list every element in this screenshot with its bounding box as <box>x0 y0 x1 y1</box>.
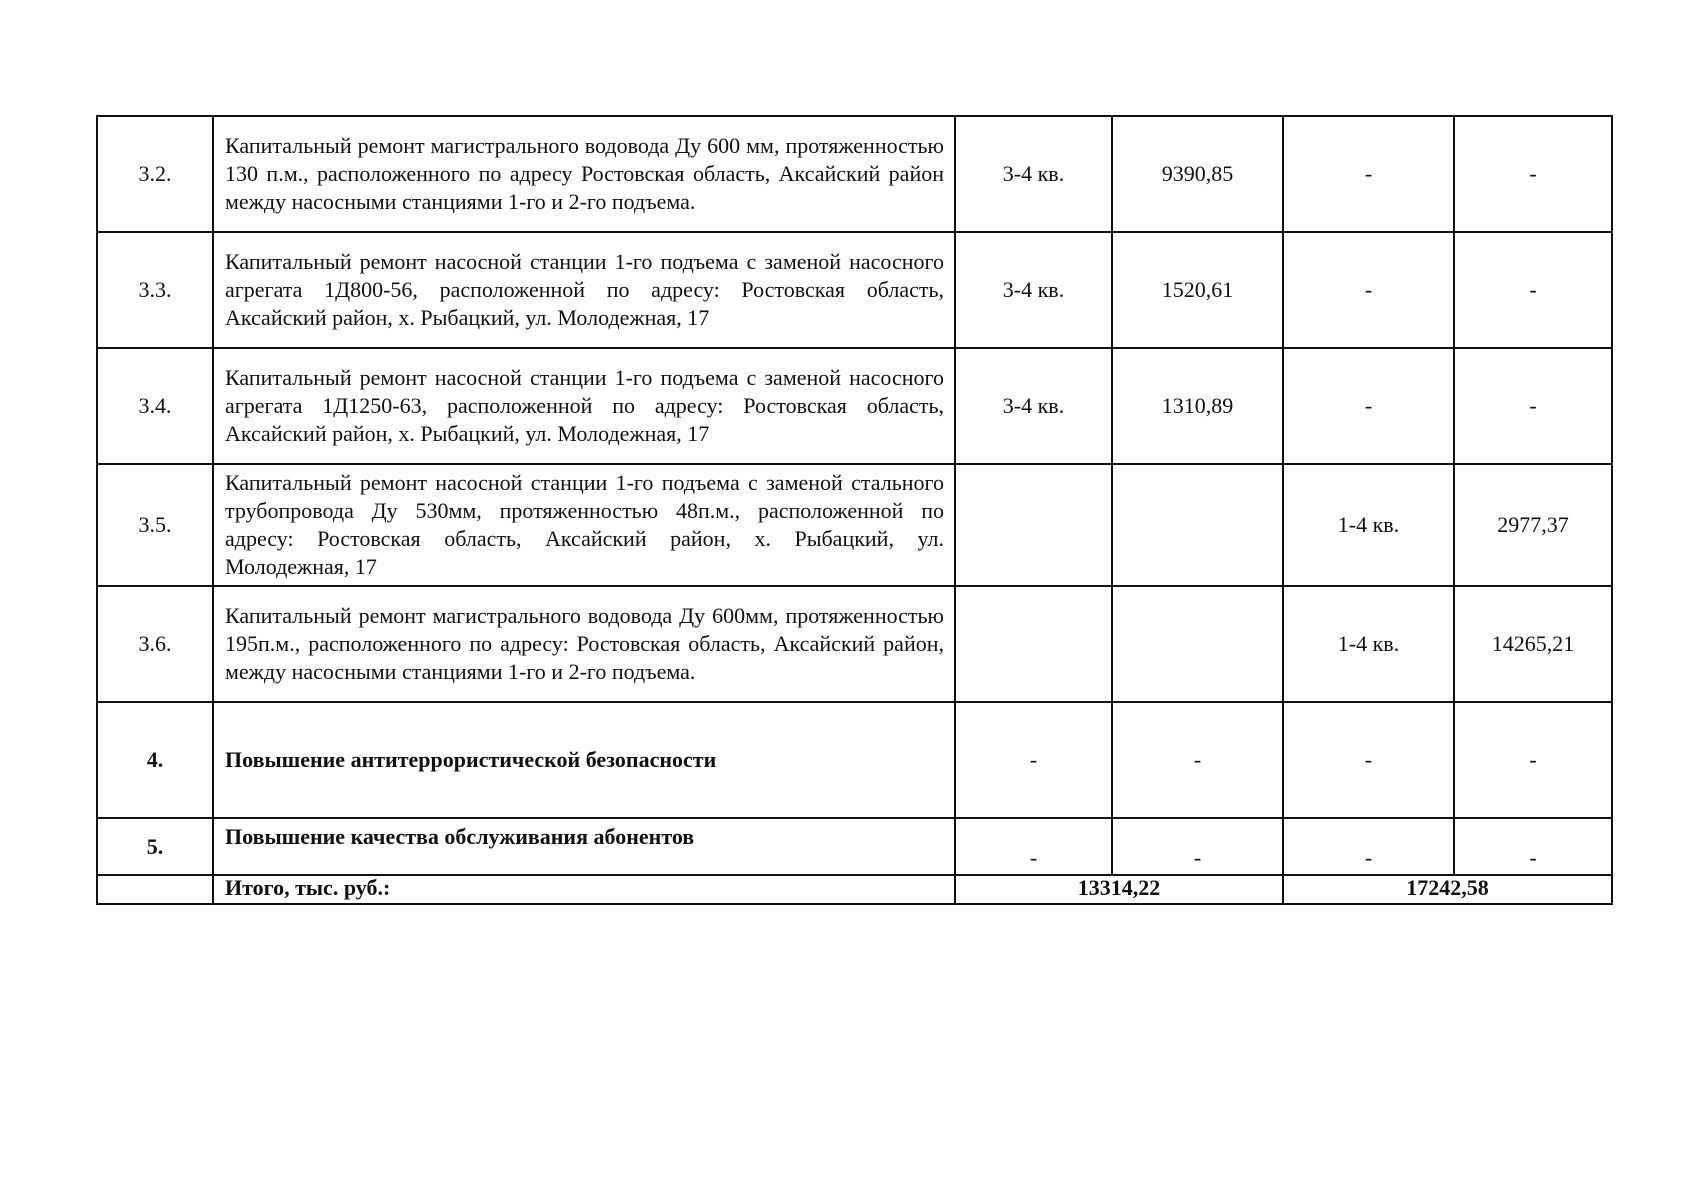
row-description: Капитальный ремонт насосной станции 1-го подъема с заменой насосного агрегата 1Д800-56, расположенной по адресу: Ростовская область, Аксайский район, х. Рыбацкий, ул. Молодежная, 17 <box>213 232 955 348</box>
row-cost-1 <box>1112 586 1283 702</box>
row-number: 3.3. <box>97 232 213 348</box>
row-number: 3.2. <box>97 116 213 232</box>
row-cost-2: - <box>1454 348 1612 464</box>
row-number: 4. <box>97 702 213 818</box>
row-period-2: - <box>1283 116 1454 232</box>
table-row <box>97 232 1612 348</box>
row-number: 3.5. <box>97 464 213 586</box>
row-period-1 <box>955 586 1112 702</box>
row-period-2: - <box>1283 348 1454 464</box>
row-period-1: 3-4 кв. <box>955 116 1112 232</box>
table-row <box>97 464 1612 586</box>
row-cost-1: - <box>1112 818 1283 875</box>
table-row <box>97 348 1612 464</box>
row-period-2: 1-4 кв. <box>1283 586 1454 702</box>
row-description: Капитальный ремонт насосной станции 1-го подъема с заменой стального трубопровода Ду 530мм, протяженностью 48п.м., расположенной по адресу: Ростовская область, Аксайский район, х. Рыбацкий, ул. Молодежная, 17 <box>213 464 955 586</box>
row-period-2: - <box>1283 702 1454 818</box>
row-period-1: 3-4 кв. <box>955 232 1112 348</box>
row-period-1 <box>955 464 1112 586</box>
row-period-1: 3-4 кв. <box>955 348 1112 464</box>
row-number: 3.4. <box>97 348 213 464</box>
row-period-1: - <box>955 702 1112 818</box>
total-row <box>97 875 1612 904</box>
table-row <box>97 116 1612 232</box>
total-sum-2: 17242,58 <box>1283 875 1612 904</box>
row-description: Повышение антитеррористической безопасности <box>213 702 955 818</box>
table-row <box>97 586 1612 702</box>
row-description: Повышение качества обслуживания абонентов <box>213 818 955 875</box>
row-cost-2: - <box>1454 702 1612 818</box>
row-period-2: - <box>1283 232 1454 348</box>
row-cost-2: - <box>1454 116 1612 232</box>
row-cost-2: - <box>1454 232 1612 348</box>
row-cost-2: 2977,37 <box>1454 464 1612 586</box>
row-description: Капитальный ремонт магистрального водовода Ду 600 мм, протяженностью 130 п.м., расположенного по адресу Ростовская область, Аксайский район между насосными станциями 1-го и 2-го подъема. <box>213 116 955 232</box>
row-cost-2: 14265,21 <box>1454 586 1612 702</box>
table-row <box>97 818 1612 875</box>
row-period-2: 1-4 кв. <box>1283 464 1454 586</box>
row-number: 3.6. <box>97 586 213 702</box>
total-sum-1: 13314,22 <box>955 875 1283 904</box>
total-number-cell <box>97 875 213 904</box>
row-description: Капитальный ремонт насосной станции 1-го подъема с заменой насосного агрегата 1Д1250-63, расположенной по адресу: Ростовская область, Аксайский район, х. Рыбацкий, ул. Молодежная, 17 <box>213 348 955 464</box>
table-row <box>97 702 1612 818</box>
row-cost-1: 1310,89 <box>1112 348 1283 464</box>
row-cost-1: - <box>1112 702 1283 818</box>
row-description: Капитальный ремонт магистрального водовода Ду 600мм, протяженностью 195п.м., расположенного по адресу: Ростовская область, Аксайский район, между насосными станциями 1-го и 2-го подъема. <box>213 586 955 702</box>
investment-plan-table <box>96 115 1613 905</box>
row-period-2: - <box>1283 818 1454 875</box>
row-period-1: - <box>955 818 1112 875</box>
total-label: Итого, тыс. руб.: <box>213 875 955 904</box>
row-cost-1: 9390,85 <box>1112 116 1283 232</box>
row-cost-1: 1520,61 <box>1112 232 1283 348</box>
row-cost-2: - <box>1454 818 1612 875</box>
row-number: 5. <box>97 818 213 875</box>
row-cost-1 <box>1112 464 1283 586</box>
